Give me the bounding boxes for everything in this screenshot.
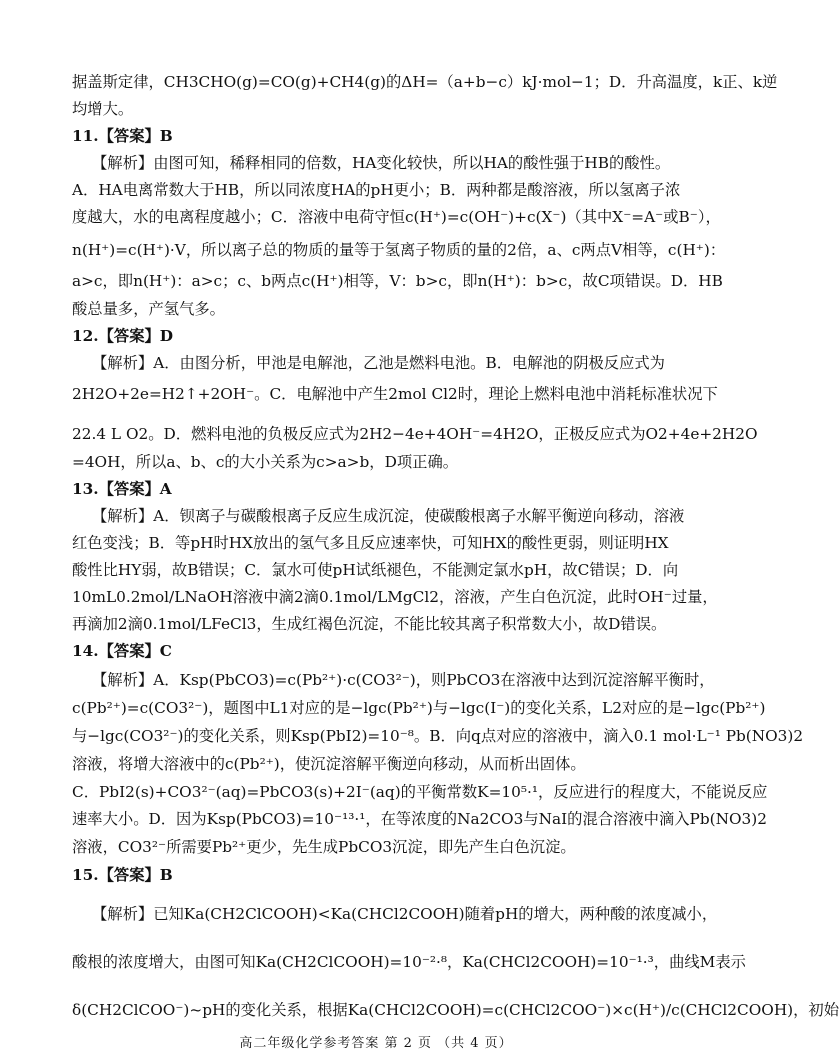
text-line: 12.【答案】D (72, 327, 174, 345)
text-line: 均增大。 (72, 100, 134, 118)
text-line: 10mL0.2mol/LNaOH溶液中滴2滴0.1mol/LMgCl2，溶液，产生白色沉淀，此时OH⁻过量， (72, 588, 718, 606)
text-line: 酸性比HY弱，故B错误；C．氯水可使pH试纸褪色，不能测定氯水pH，故C错误；D．向 (72, 561, 679, 579)
text-line: 11.【答案】B (72, 127, 173, 145)
text-line: 酸总量多，产氢气多。 (72, 300, 225, 318)
text-line: A．HA电离常数大于HB，所以同浓度HA的pH更小；B．两种都是酸溶液，所以氢离子浓 (72, 181, 681, 199)
text-line: 22.4 L O2。D．燃料电池的负极反应式为2H2−4e+4OH⁻=4H2O，正极反应式为O2+4e+2H2O (72, 425, 758, 443)
text-line: 【解析】A．Ksp(PbCO3)=c(Pb²⁺)·c(CO3²⁻)，则PbCO3在溶液中达到沉淀溶解平衡时， (92, 671, 715, 689)
text-line: 据盖斯定律，CH3CHO(g)=CO(g)+CH4(g)的ΔH=（a+b−c）kJ·mol−1；D．升高温度，k正、k逆 (72, 73, 778, 91)
text-line: 【解析】已知Ka(CH2ClCOOH)<Ka(CHCl2COOH)随着pH的增大，两种酸的浓度减小， (92, 905, 718, 923)
text-line: 溶液，CO3²⁻所需要Pb²⁺更少，先生成PbCO3沉淀，即先产生白色沉淀。 (72, 838, 576, 856)
text-line: 14.【答案】C (72, 642, 172, 660)
text-line: δ(CH2ClCOO⁻)~pH的变化关系，根据Ka(CHCl2COOH)=c(CHCl2COO⁻)×c(H⁺)/c(CHCl2COOH)，初始 (72, 1001, 839, 1019)
text-line: 【解析】A．钡离子与碳酸根离子反应生成沉淀，使碳酸根离子水解平衡逆向移动，溶液 (92, 507, 685, 525)
text-line: 【解析】由图可知，稀释相同的倍数，HA变化较快，所以HA的酸性强于HB的酸性。 (92, 154, 671, 172)
text-line: =4OH，所以a、b、c的大小关系为c>a>b，D项正确。 (72, 453, 459, 471)
text-line: a>c，即n(H⁺)：a>c；c、b两点c(H⁺)相等，V：b>c，即n(H⁺)：b>c，故C项错误。D．HB (72, 272, 723, 290)
page-footer: 高二年级化学参考答案 第 2 页 （共 4 页） (239, 1036, 513, 1051)
text-line: 与−lgc(CO3²⁻)的变化关系，则Ksp(PbI2)=10⁻⁸。B．向q点对应的溶液中，滴入0.1 mol·L⁻¹ Pb(NO3)2 (72, 727, 804, 745)
text-line: C．PbI2(s)+CO3²⁻(aq)=PbCO3(s)+2I⁻(aq)的平衡常数K=10⁵·¹，反应进行的程度大，不能说反应 (72, 783, 768, 801)
text-line: 酸根的浓度增大，由图可知Ka(CH2ClCOOH)=10⁻²·⁸，Ka(CHCl2COOH)=10⁻¹·³，曲线M表示 (72, 953, 746, 971)
text-line: 13.【答案】A (72, 480, 172, 498)
text-line: 15.【答案】B (72, 866, 173, 884)
text-line: 度越大，水的电离程度越小；C．溶液中电荷守恒c(H⁺)=c(OH⁻)+c(X⁻)（其中X⁻=A⁻或B⁻）， (72, 208, 721, 226)
text-line: 溶液，将增大溶液中的c(Pb²⁺)，使沉淀溶解平衡逆向移动，从而析出固体。 (72, 755, 586, 773)
text-line: c(Pb²⁺)=c(CO3²⁻)，题图中L1对应的是−lgc(Pb²⁺)与−lgc(I⁻)的变化关系，L2对应的是−lgc(Pb²⁺) (72, 699, 766, 717)
text-line: 速率大小。D．因为Ksp(PbCO3)=10⁻¹³·¹，在等浓度的Na2CO3与NaI的混合溶液中滴入Pb(NO3)2 (72, 810, 767, 828)
text-line: 再滴加2滴0.1mol/LFeCl3，生成红褐色沉淀，不能比较其离子积常数大小，故D错误。 (72, 615, 667, 633)
text-line: 2H2O+2e=H2↑+2OH⁻。C．电解池中产生2mol Cl2时，理论上燃料电池中消耗标准状况下 (72, 385, 718, 403)
text-line: 红色变浅；B．等pH时HX放出的氢气多且反应速率快，可知HX的酸性更弱，则证明HX (72, 534, 669, 552)
text-line: 【解析】A．由图分析，甲池是电解池，乙池是燃料电池。B．电解池的阴极反应式为 (92, 354, 665, 372)
text-line: n(H⁺)=c(H⁺)·V，所以离子总的物质的量等于氢离子物质的量的2倍，a、c两点V相等，c(H⁺)： (72, 241, 726, 259)
